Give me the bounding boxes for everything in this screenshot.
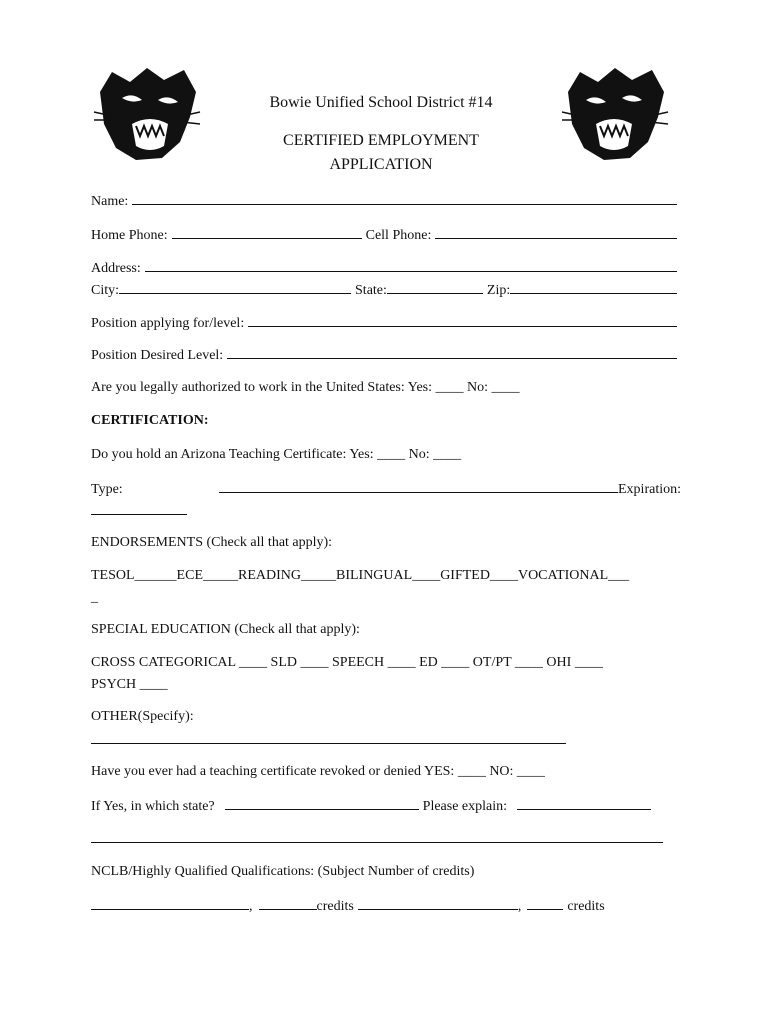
home-phone-label: Home Phone: xyxy=(91,228,168,243)
endorsements-wrap: _ xyxy=(91,590,98,605)
explain-field[interactable] xyxy=(517,797,651,810)
zip-field[interactable] xyxy=(510,281,677,294)
other-specify-label: OTHER(Specify): xyxy=(91,709,194,724)
position-applying-field[interactable] xyxy=(248,314,677,327)
type-expiration-row xyxy=(91,480,681,498)
position-applying-label: Position applying for/level: xyxy=(91,316,245,331)
expiration-row xyxy=(91,502,681,515)
city-label: City: xyxy=(91,283,120,298)
if-yes-label: If Yes, in which state? xyxy=(91,799,215,814)
home-phone-field[interactable] xyxy=(172,226,362,239)
subject-field-1[interactable] xyxy=(91,897,249,910)
form-title-line1: CERTIFIED EMPLOYMENT xyxy=(283,132,479,149)
type-label: Type: xyxy=(91,482,123,497)
position-desired-row xyxy=(91,346,681,364)
city-field[interactable] xyxy=(119,281,351,294)
if-yes-row xyxy=(91,797,681,815)
phone-row xyxy=(91,226,681,244)
name-row xyxy=(91,192,681,210)
endorsements-heading: ENDORSEMENTS (Check all that apply): xyxy=(91,535,333,550)
address-field[interactable] xyxy=(145,259,677,272)
zip-label: Zip: xyxy=(486,283,511,298)
credits-comma-1: , xyxy=(249,899,253,914)
subject-field-2[interactable] xyxy=(358,897,518,910)
explain-continued-field[interactable] xyxy=(91,830,663,843)
nclb-heading: NCLB/Highly Qualified Qualifications: (Subject Number of credits) xyxy=(91,864,475,879)
credits-row xyxy=(91,897,681,915)
certification-heading: CERTIFICATION: xyxy=(91,413,209,428)
expiration-label: Expiration: xyxy=(618,482,681,497)
type-field[interactable] xyxy=(219,480,618,493)
revoked-question[interactable]: Have you ever had a teaching certificate revoked or denied YES: ____ NO: ____ xyxy=(91,764,545,779)
special-education-options[interactable]: CROSS CATEGORICAL ____ SLD ____ SPEECH ____ ED ____ OT/PT ____ OHI ____ xyxy=(91,655,603,670)
special-education-heading: SPECIAL EDUCATION (Check all that apply): xyxy=(91,622,360,637)
credits-label-2: credits xyxy=(567,899,605,914)
state-label: State: xyxy=(355,283,387,298)
address-label: Address: xyxy=(91,261,141,276)
special-education-psych[interactable]: PSYCH ____ xyxy=(91,677,168,692)
city-state-zip-row xyxy=(91,281,681,299)
authorized-question[interactable]: Are you legally authorized to work in the United States: Yes: ____ No: ____ xyxy=(91,380,520,395)
name-label: Name: xyxy=(91,194,129,209)
please-explain-label: Please explain: xyxy=(422,799,508,814)
explain-row xyxy=(91,830,681,843)
credits-field-2[interactable] xyxy=(527,897,563,910)
address-row xyxy=(91,259,681,277)
position-applying-row xyxy=(91,314,681,332)
credits-field-1[interactable] xyxy=(259,897,317,910)
form-title-line2: APPLICATION xyxy=(329,156,433,173)
state-field[interactable] xyxy=(387,281,483,294)
state-revoked-field[interactable] xyxy=(225,797,419,810)
credits-label-1: credits xyxy=(316,899,354,914)
panther-head-icon xyxy=(560,62,670,162)
panther-head-icon xyxy=(92,62,202,162)
other-specify-field[interactable] xyxy=(91,731,566,744)
position-desired-field[interactable] xyxy=(227,346,677,359)
endorsements-options[interactable]: TESOL______ECE_____READING_____BILINGUAL____GIFTED____VOCATIONAL___ xyxy=(91,568,630,583)
expiration-field[interactable] xyxy=(91,502,187,515)
district-name: Bowie Unified School District #14 xyxy=(269,94,493,111)
arizona-certificate-question[interactable]: Do you hold an Arizona Teaching Certificate: Yes: ____ No: ____ xyxy=(91,447,462,462)
cell-phone-label: Cell Phone: xyxy=(365,228,432,243)
cell-phone-field[interactable] xyxy=(435,226,677,239)
credits-comma-2: , xyxy=(517,899,522,914)
other-specify-row xyxy=(91,731,681,744)
name-field[interactable] xyxy=(132,192,677,205)
position-desired-label: Position Desired Level: xyxy=(91,348,224,363)
